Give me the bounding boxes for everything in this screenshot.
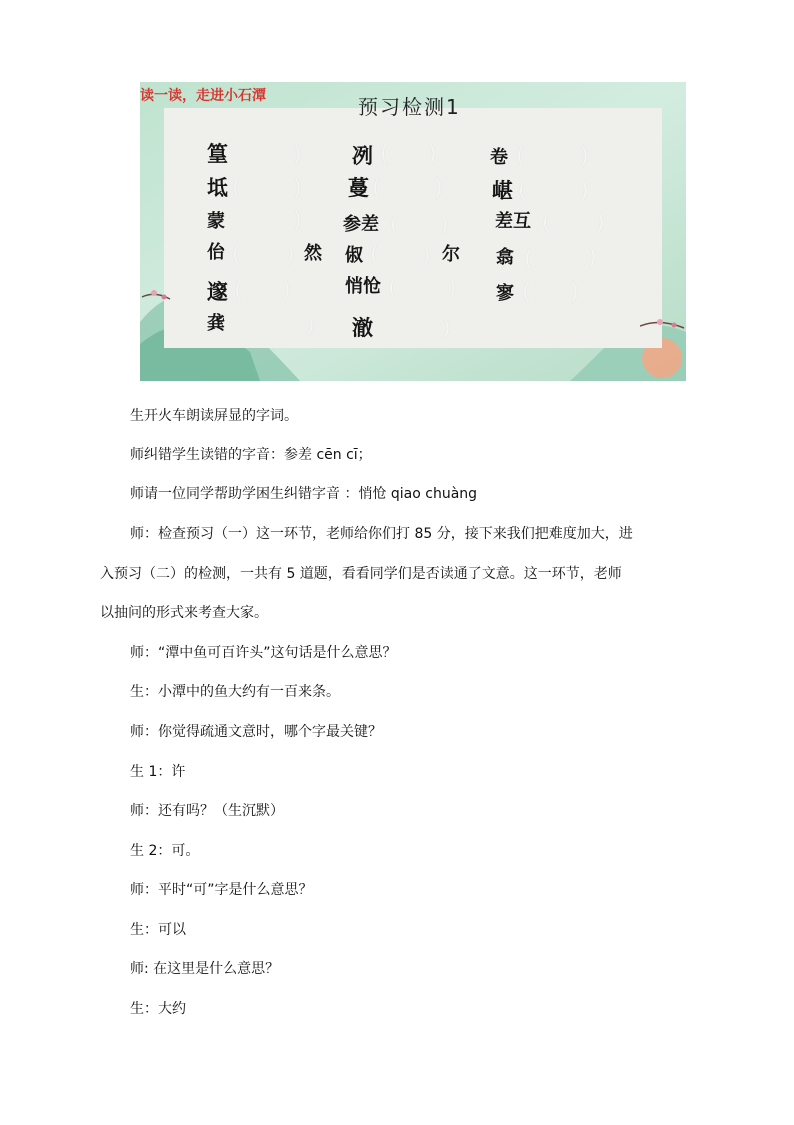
word: 篁 — [207, 142, 228, 166]
paragraph-line: 生开火车朗读屏显的字词。 — [130, 408, 298, 424]
paren: ) — [422, 243, 431, 268]
paragraph-line: 师请一位同学帮助学困生纠错字音 ：悄怆 qiao chuàng — [130, 486, 478, 502]
paren: ( — [380, 142, 389, 167]
paren: ( — [372, 176, 381, 201]
word: 俶 — [345, 245, 363, 266]
paren: ( — [370, 243, 379, 268]
paren: ) — [596, 210, 605, 235]
paragraph-line: 生：可以 — [130, 922, 186, 938]
word: 龚 — [207, 313, 225, 334]
word: 坻 — [207, 176, 228, 200]
paragraph-line: 师：还有吗？（生沉默） — [130, 803, 284, 819]
paragraph-line: 师：检查预习（一）这一环节，老师给你们打 85 分，接下来我们把难度加大，进 — [130, 526, 633, 542]
paren: ( — [524, 247, 533, 272]
paren: ) — [580, 178, 589, 203]
slide-image — [140, 82, 686, 381]
paragraph-line: 师: 在这里是什么意思？ — [130, 961, 280, 977]
paren: ) — [448, 276, 457, 301]
word: 参差 — [343, 214, 379, 235]
paragraph-line: 师：你觉得疏通文意时，哪个字最关键？ — [130, 724, 382, 740]
paren: ( — [232, 176, 241, 201]
word: 蔓 — [348, 176, 369, 200]
word: 卷 — [490, 147, 508, 168]
paren: ) — [580, 144, 589, 169]
paren: ) — [428, 142, 437, 167]
word: 蒙 — [207, 211, 225, 232]
word: 悄怆 — [345, 276, 381, 297]
paragraph-line: 生：小潭中的鱼大约有一百来条。 — [130, 684, 340, 700]
paragraph-line: 生：大约 — [130, 1001, 186, 1017]
word: 嵁 — [492, 179, 513, 203]
paren: ) — [306, 313, 315, 338]
paren: ( — [232, 242, 241, 267]
paren: ( — [518, 178, 527, 203]
paren: ( — [516, 144, 525, 169]
word: 尔 — [442, 244, 460, 265]
slide-title: 预习检测1 — [358, 95, 461, 119]
paragraph-line: 师：“潭中鱼可百许头”这句话是什么意思？ — [130, 645, 397, 661]
paren: ) — [442, 316, 451, 341]
paragraph-line: 以抽问的形式来考查大家。 — [100, 605, 268, 621]
paren: ( — [542, 210, 551, 235]
word: 然 — [304, 243, 322, 264]
paren: ) — [282, 278, 291, 303]
paren: ) — [293, 176, 302, 201]
paragraph-line: 生 2：可。 — [130, 843, 200, 859]
word: 冽 — [352, 144, 373, 168]
paren: ) — [588, 245, 597, 270]
word: 佁 — [207, 242, 225, 263]
paren: ( — [522, 280, 531, 305]
paren: ( — [388, 276, 397, 301]
word: 寥 — [496, 283, 514, 304]
word: 翕 — [496, 247, 514, 268]
paren: ) — [434, 176, 443, 201]
paren: ) — [286, 242, 295, 267]
word: 澈 — [352, 316, 373, 340]
paren: ) — [440, 213, 449, 238]
paren: ( — [234, 278, 243, 303]
paren: ) — [570, 280, 579, 305]
plum-branch-right-icon — [640, 312, 686, 342]
paragraph-line: 师：平时“可”字是什么意思？ — [130, 882, 313, 898]
word: 差互 — [495, 211, 531, 232]
plum-branch-left-icon — [140, 277, 180, 317]
slide-tag: 读一读，走进小石潭 — [140, 88, 266, 104]
paragraph-line: 入预习（二）的检测，一共有 5 道题，看看同学们是否读通了文意。这一环节，老师 — [100, 566, 622, 582]
paren: ( — [390, 213, 399, 238]
paren: ) — [293, 142, 302, 167]
paragraph-line: 生 1：许 — [130, 764, 186, 780]
word: 邃 — [207, 280, 228, 304]
paragraph-line: 师纠错学生读错的字音：参差 cēn cī； — [130, 447, 372, 463]
paren: ) — [293, 208, 302, 233]
